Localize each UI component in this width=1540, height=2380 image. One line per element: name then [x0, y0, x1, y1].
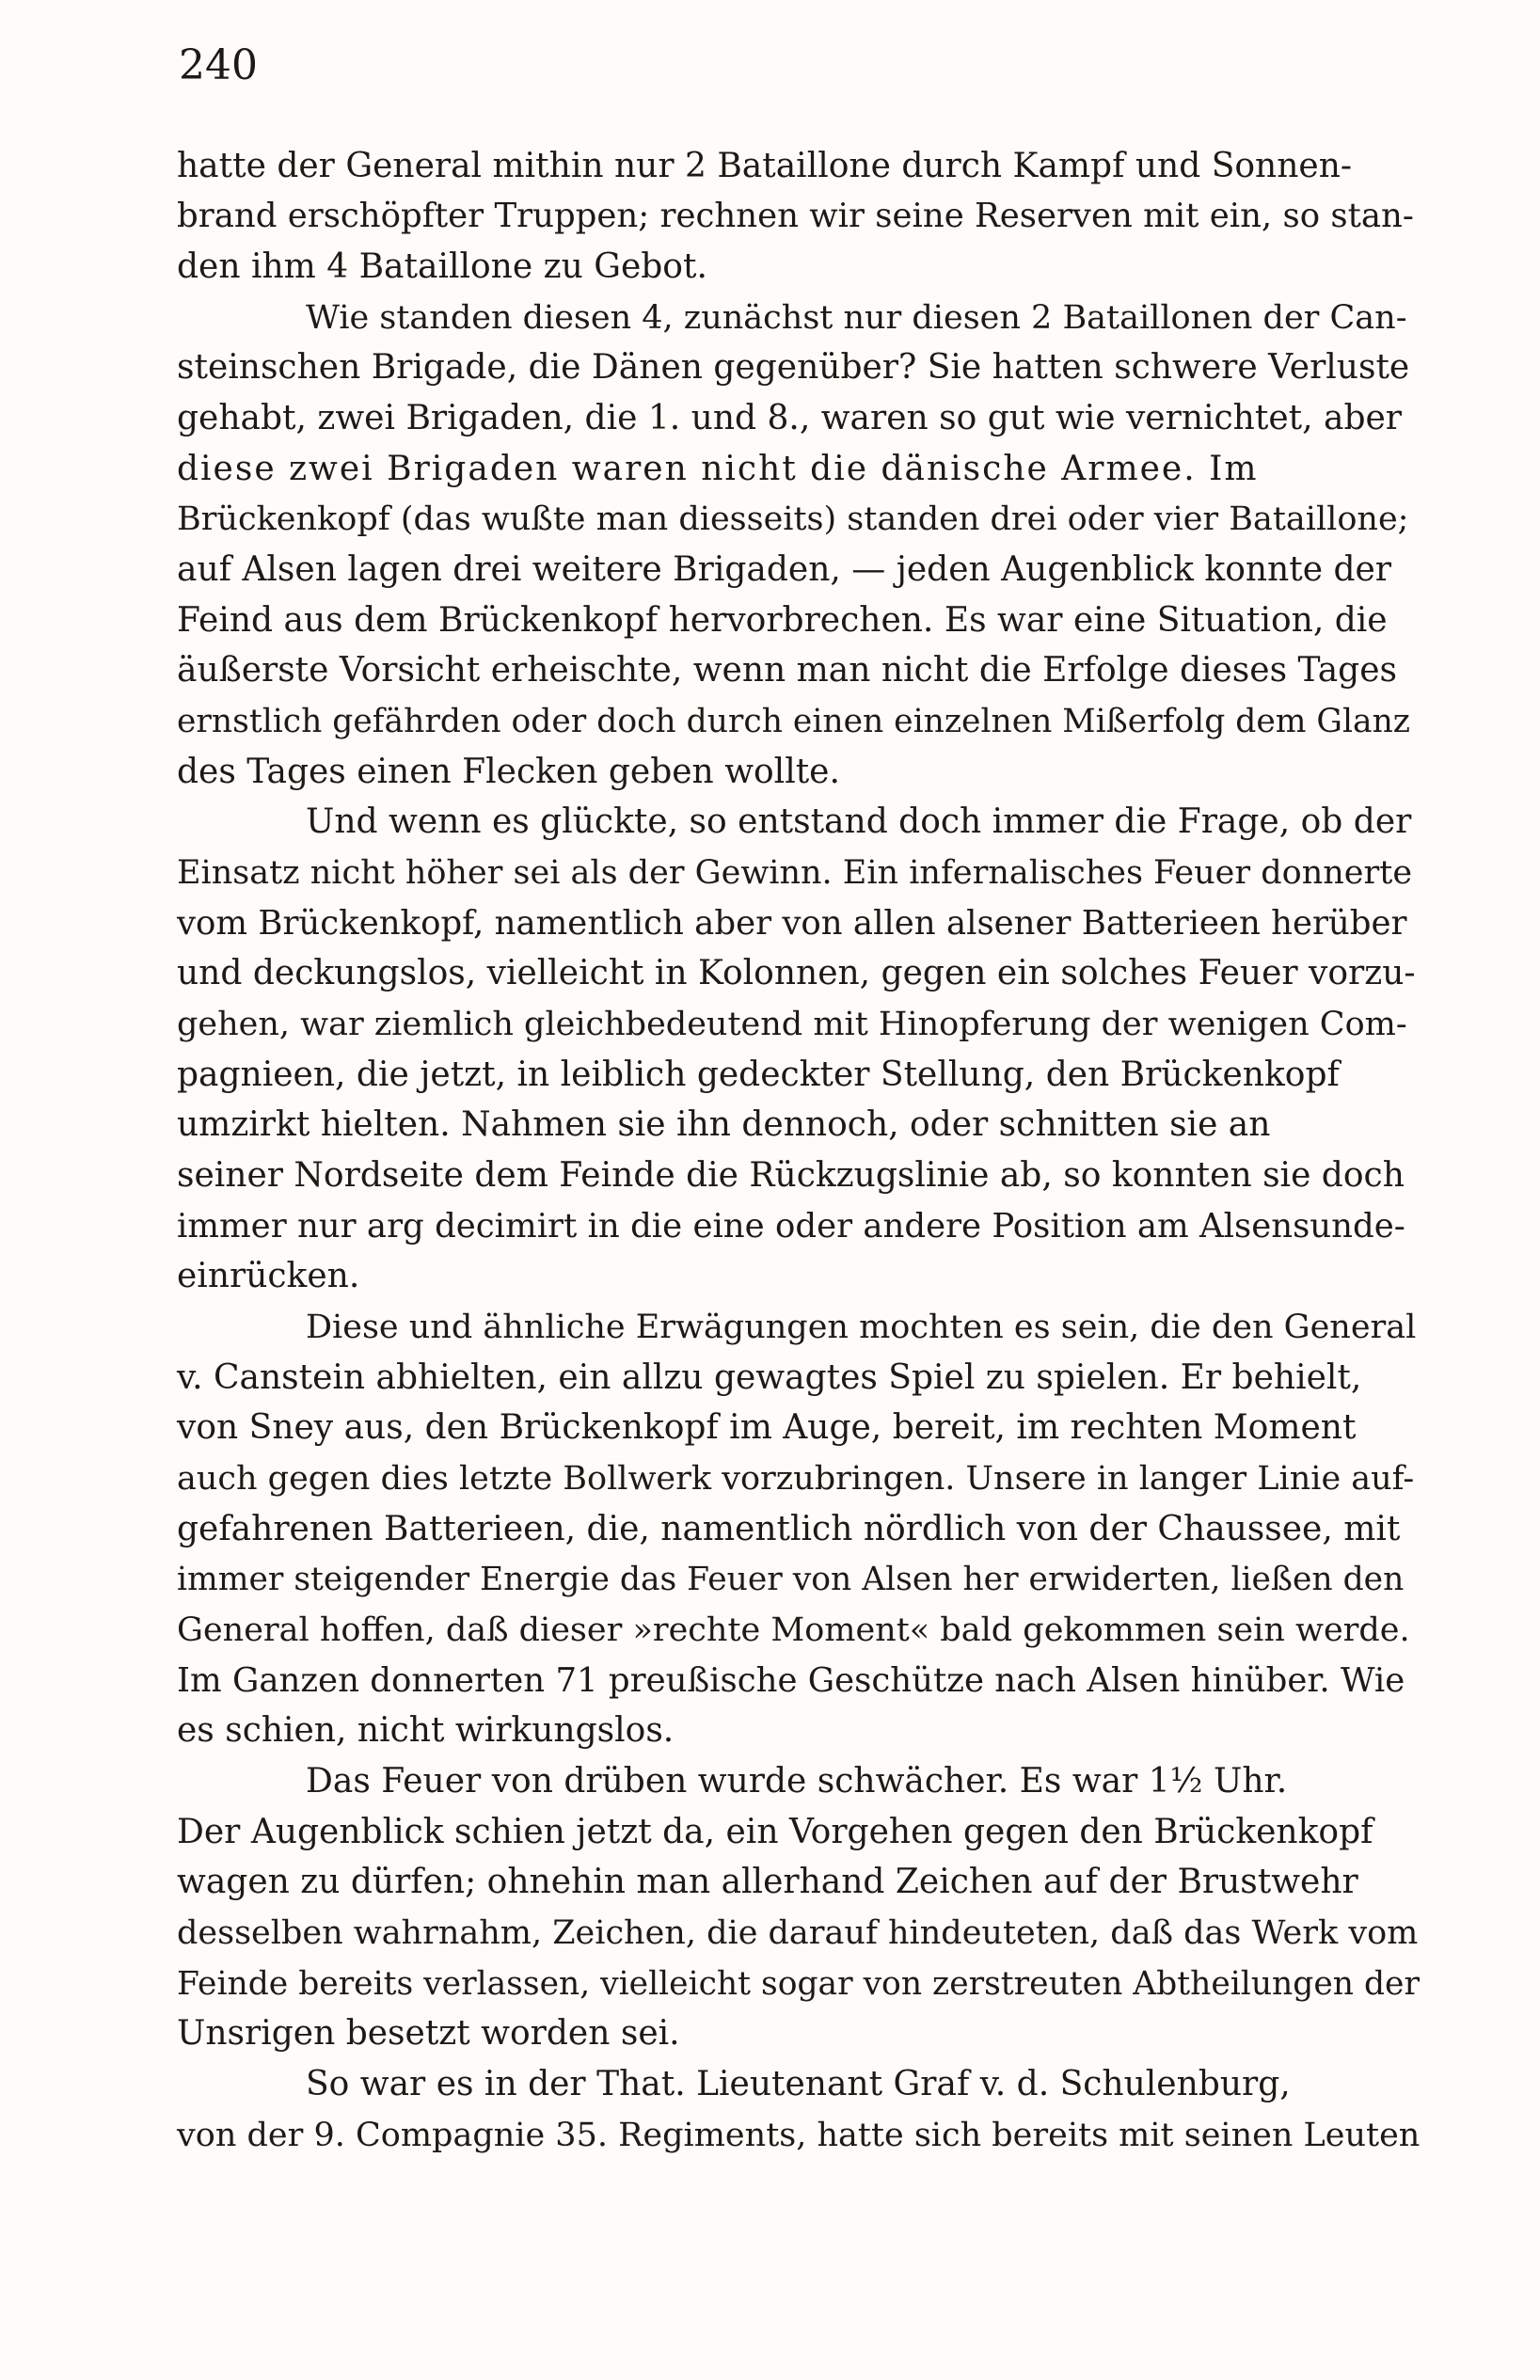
text-line: Einsatz nicht höher sei als der Gewinn. Ein infernalisches Feuer donnerte — [177, 854, 1413, 892]
text-line: wagen zu dürfen; ohnehin man allerhand Zeichen auf der Brustwehr — [177, 1863, 1358, 1901]
text-line: Der Augenblick schien jetzt da, ein Vorgehen gegen den Brückenkopf — [177, 1813, 1373, 1851]
text-line: immer steigender Energie das Feuer von Alsen her erwiderten, ließen den — [177, 1561, 1405, 1598]
text-line: Unsrigen besetzt worden sei. — [177, 2014, 680, 2053]
text-line: gehabt, zwei Brigaden, die 1. und 8., waren so gut wie vernichtet, aber — [177, 399, 1403, 437]
page-number: 240 — [179, 41, 258, 89]
text-line: General hoffen, daß dieser »rechte Moment« bald gekommen sein werde. — [177, 1611, 1410, 1649]
text-line: desselben wahrnahm, Zeichen, die darauf hindeuteten, daß das Werk vom — [177, 1914, 1419, 1952]
text-line: einrücken. — [177, 1257, 360, 1295]
text-line: von Sney aus, den Brückenkopf im Auge, bereit, im rechten Moment — [177, 1408, 1357, 1447]
text-line: v. Canstein abhielten, ein allzu gewagtes Spiel zu spielen. Er behielt, — [177, 1358, 1362, 1397]
text-line: Diese und ähnliche Erwägungen mochten es sein, die den General — [306, 1309, 1417, 1346]
text-line: brand erschöpfter Truppen; rechnen wir seine Reserven mit ein, so stan- — [177, 197, 1414, 235]
text-line: und deckungslos, vielleicht in Kolonnen, gegen ein solches Feuer vorzu- — [177, 954, 1416, 992]
text-line: steinschen Brigade, die Dänen gegenüber? Sie hatten schwere Verluste — [177, 348, 1410, 387]
text-line: seiner Nordseite dem Feinde die Rückzugslinie ab, so konnten sie doch — [177, 1156, 1405, 1195]
text-line: ernstlich gefährden oder doch durch einen einzelnen Mißerfolg dem Glanz — [177, 703, 1410, 740]
text-line: den ihm 4 Bataillone zu Gebot. — [177, 247, 707, 286]
text-line: gefahrenen Batterieen, die, namentlich nördlich von der Chaussee, mit — [177, 1510, 1401, 1548]
text-line: Wie standen diesen 4, zunächst nur diesen 2 Bataillonen der Can- — [306, 299, 1407, 337]
text-line: gehen, war ziemlich gleichbedeutend mit Hinopferung der wenigen Com- — [177, 1006, 1407, 1043]
text-line: Feinde bereits verlassen, vielleicht sogar von zerstreuten Abtheilungen der — [177, 1965, 1420, 2003]
text-line: Feind aus dem Brückenkopf hervorbrechen. Es war eine Situation, die — [177, 601, 1388, 640]
text-line: So war es in der That. Lieutenant Graf v. d. Schulenburg, — [306, 2065, 1291, 2103]
text-line: von der 9. Compagnie 35. Regiments, hatte sich bereits mit seinen Leuten — [177, 2117, 1421, 2154]
text-line: es schien, nicht wirkungslos. — [177, 1711, 675, 1750]
text-line: Brückenkopf (das wußte man diesseits) standen drei oder vier Bataillone; — [177, 500, 1409, 538]
text-line: diese zwei Brigaden waren nicht die dänische Armee. Im — [177, 450, 1259, 488]
text-line: Und wenn es glückte, so entstand doch immer die Frage, ob der — [306, 802, 1412, 841]
text-line: immer nur arg decimirt in die eine oder andere Position am Alsensunde- — [177, 1207, 1405, 1246]
text-line: äußerste Vorsicht erheischte, wenn man nicht die Erfolge dieses Tages — [177, 651, 1398, 690]
text-line: auf Alsen lagen drei weitere Brigaden, — jeden Augenblick konnte der — [177, 550, 1392, 589]
text-line: vom Brückenkopf, namentlich aber von allen alsener Batterieen herüber — [177, 904, 1407, 943]
text-line: des Tages einen Flecken geben wollte. — [177, 753, 840, 791]
text-line: umzirkt hielten. Nahmen sie ihn dennoch, oder schnitten sie an — [177, 1105, 1271, 1144]
text-line: Im Ganzen donnerten 71 preußische Geschütze nach Alsen hinüber. Wie — [177, 1661, 1405, 1700]
text-line: Das Feuer von drüben wurde schwächer. Es war 1½ Uhr. — [306, 1762, 1288, 1801]
text-line: auch gegen dies letzte Bollwerk vorzubringen. Unsere in langer Linie auf- — [177, 1460, 1415, 1498]
text-line: hatte der General mithin nur 2 Bataillone durch Kampf und Sonnen- — [177, 147, 1353, 185]
text-line: pagnieen, die jetzt, in leiblich gedeckter Stellung, den Brückenkopf — [177, 1055, 1340, 1094]
